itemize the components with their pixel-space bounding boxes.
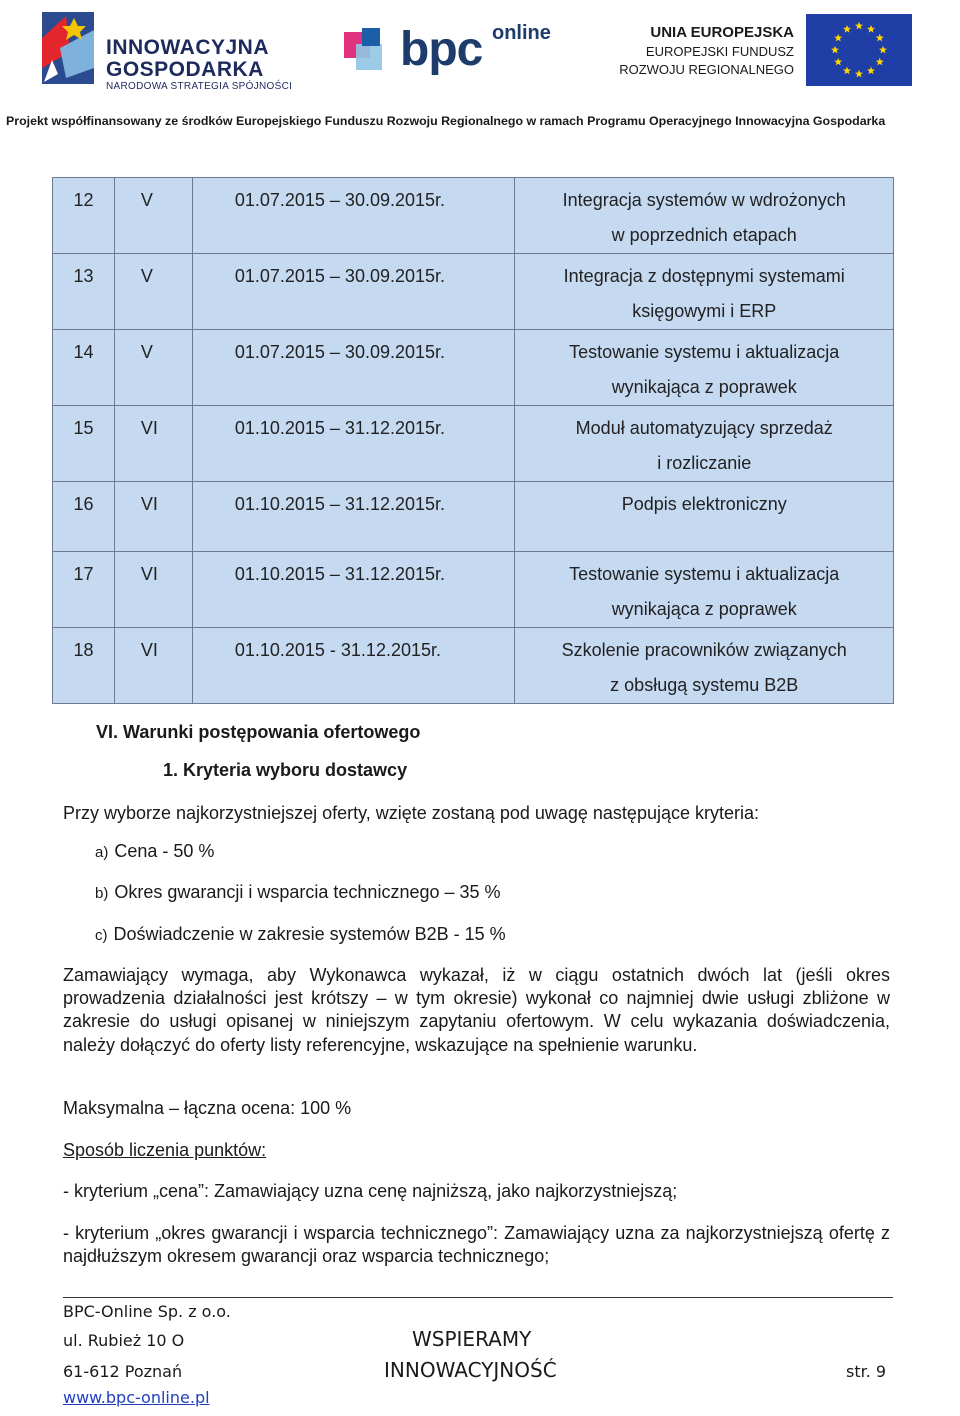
eu-logo-line3: ROZWOJU REGIONALNEGO	[619, 62, 794, 77]
schedule-cell-number: 15	[53, 406, 115, 482]
description-line2: wynikająca z poprawek	[611, 599, 797, 619]
footer-slogan-line1: WSPIERAMY	[412, 1327, 532, 1351]
ig-logo-line3: NARODOWA STRATEGIA SPÓJNOŚCI	[106, 81, 293, 92]
description-line1: Integracja systemów w wdrożonych	[562, 190, 846, 210]
section-heading: VI. Warunki postępowania ofertowego	[96, 722, 421, 742]
description-line1: Testowanie systemu i aktualizacja	[569, 342, 840, 362]
schedule-cell-description	[515, 406, 894, 482]
schedule-row	[53, 552, 894, 628]
footer-street: ul. Rubież 10 O	[63, 1331, 185, 1350]
ig-logo-line2: GOSPODARKA	[106, 58, 264, 81]
footer-page-number: str. 9	[846, 1362, 887, 1381]
description-line1: Moduł automatyzujący sprzedaż	[575, 418, 833, 438]
criterion-text: Cena - 50 %	[114, 841, 215, 861]
schedule-cell-stage: V	[114, 254, 192, 330]
section-subheading: 1. Kryteria wyboru dostawcy	[163, 760, 408, 780]
description-line1: Testowanie systemu i aktualizacja	[569, 564, 840, 584]
bpc-logo-square-lightblue	[356, 44, 382, 70]
description-line2: i rozliczanie	[657, 453, 752, 473]
schedule-row	[53, 482, 894, 552]
description-line1: Szkolenie pracowników związanych	[561, 640, 847, 660]
eu-logo-line2: EUROPEJSKI FUNDUSZ	[645, 44, 794, 59]
description-line2: wynikająca z poprawek	[611, 377, 797, 397]
scoring-price: - kryterium „cena”: Zamawiający uzna cenę najniższą, jako najkorzystniejszą;	[63, 1181, 678, 1201]
description-line1: Integracja z dostępnymi systemami	[563, 266, 845, 286]
schedule-cell-description	[515, 254, 894, 330]
criterion-marker: a)	[95, 844, 109, 861]
criterion-item	[95, 841, 214, 862]
ig-logo-mark-icon	[36, 8, 100, 88]
schedule-cell-dates: 01.10.2015 – 31.12.2015r.	[192, 406, 515, 482]
schedule-cell-description	[515, 552, 894, 628]
criterion-text: Doświadczenie w zakresie systemów B2B - 15 %	[113, 924, 506, 944]
footer-slogan-line2: INNOWACYJNOŚĆ	[384, 1358, 557, 1382]
footer-website-link[interactable]: www.bpc-online.pl	[63, 1388, 210, 1407]
bpc-logo-suffix: online	[492, 22, 551, 44]
schedule-cell-description	[515, 482, 894, 552]
schedule-cell-description	[515, 628, 894, 704]
schedule-row	[53, 330, 894, 406]
criterion-marker: c)	[95, 927, 108, 944]
schedule-table	[52, 177, 894, 704]
schedule-cell-dates: 01.07.2015 – 30.09.2015r.	[192, 330, 515, 406]
schedule-cell-stage: V	[114, 330, 192, 406]
schedule-cell-number: 12	[53, 178, 115, 254]
footer-divider	[63, 1297, 893, 1298]
criterion-item	[95, 924, 506, 945]
criterion-marker: b)	[95, 885, 109, 902]
footer-company: BPC-Online Sp. z o.o.	[63, 1302, 231, 1321]
experience-paragraph: Zamawiający wymaga, aby Wykonawca wykazał, iż w ciągu ostatnich dwóch lat (jeśli okres prowadzenia działalności jest krótszy – w tym okresie) wykonał co najmniej dwie usługi zbliżone w zakresie do usługi opisanej w niniejszym zapytaniu ofertowym. W celu wykazania doświadczenia, należy dołączyć do oferty listy referencyjne, wskazujące na spełnienie warunku.	[63, 965, 890, 1055]
criterion-text: Okres gwarancji i wsparcia technicznego – 35 %	[114, 882, 501, 902]
schedule-cell-number: 16	[53, 482, 115, 552]
scoring-heading: Sposób liczenia punktów:	[63, 1140, 267, 1160]
page-header	[0, 0, 960, 130]
criterion-item	[95, 882, 501, 903]
bpc-logo-square-blue	[362, 28, 380, 46]
eu-logo	[606, 22, 912, 88]
eu-logo-line1: UNIA EUROPEJSKA	[650, 24, 794, 41]
schedule-row	[53, 406, 894, 482]
schedule-cell-number: 18	[53, 628, 115, 704]
schedule-cell-stage: VI	[114, 628, 192, 704]
schedule-cell-stage: VI	[114, 406, 192, 482]
bpc-online-logo	[344, 22, 574, 84]
schedule-row	[53, 254, 894, 330]
footer-city: 61-612 Poznań	[63, 1362, 183, 1381]
scoring-warranty: - kryterium „okres gwarancji i wsparcia technicznego”: Zamawiający uzna za najkorzystniejszą ofertę z najdłuższym okresem gwarancji oraz wsparcia technicznego;	[63, 1223, 890, 1267]
criteria-intro: Przy wyborze najkorzystniejszej oferty, wzięte zostaną pod uwagę następujące kryteria:	[63, 803, 759, 823]
schedule-cell-number: 17	[53, 552, 115, 628]
description-line2: księgowymi i ERP	[632, 301, 777, 321]
schedule-cell-dates: 01.07.2015 – 30.09.2015r.	[192, 178, 515, 254]
ig-logo-line1: INNOWACYJNA	[106, 36, 270, 59]
description-line2: w poprzednich etapach	[611, 225, 797, 245]
description-line1: Podpis elektroniczny	[621, 494, 787, 514]
max-score: Maksymalna – łączna ocena: 100 %	[63, 1098, 352, 1118]
schedule-cell-dates: 01.10.2015 – 31.12.2015r.	[192, 482, 515, 552]
schedule-cell-number: 13	[53, 254, 115, 330]
schedule-cell-dates: 01.07.2015 – 30.09.2015r.	[192, 254, 515, 330]
schedule-cell-stage: V	[114, 178, 192, 254]
schedule-row	[53, 178, 894, 254]
schedule-cell-stage: VI	[114, 482, 192, 552]
schedule-cell-description	[515, 330, 894, 406]
project-cofinancing-line: Projekt współfinansowany ze środków Europejskiego Funduszu Rozwoju Regionalnego w ramach Programu Operacyjnego Innowacyjna Gospodarka	[6, 114, 886, 128]
schedule-cell-description	[515, 178, 894, 254]
innowacyjna-gospodarka-logo	[36, 8, 306, 90]
schedule-row	[53, 628, 894, 704]
schedule-cell-dates: 01.10.2015 – 31.12.2015r.	[192, 552, 515, 628]
eu-flag-icon	[806, 14, 912, 86]
bpc-logo-name: bpc	[400, 23, 483, 76]
description-line2: z obsługą systemu B2B	[610, 675, 799, 695]
schedule-cell-dates: 01.10.2015 - 31.12.2015r.	[192, 628, 515, 704]
schedule-cell-stage: VI	[114, 552, 192, 628]
schedule-cell-number: 14	[53, 330, 115, 406]
